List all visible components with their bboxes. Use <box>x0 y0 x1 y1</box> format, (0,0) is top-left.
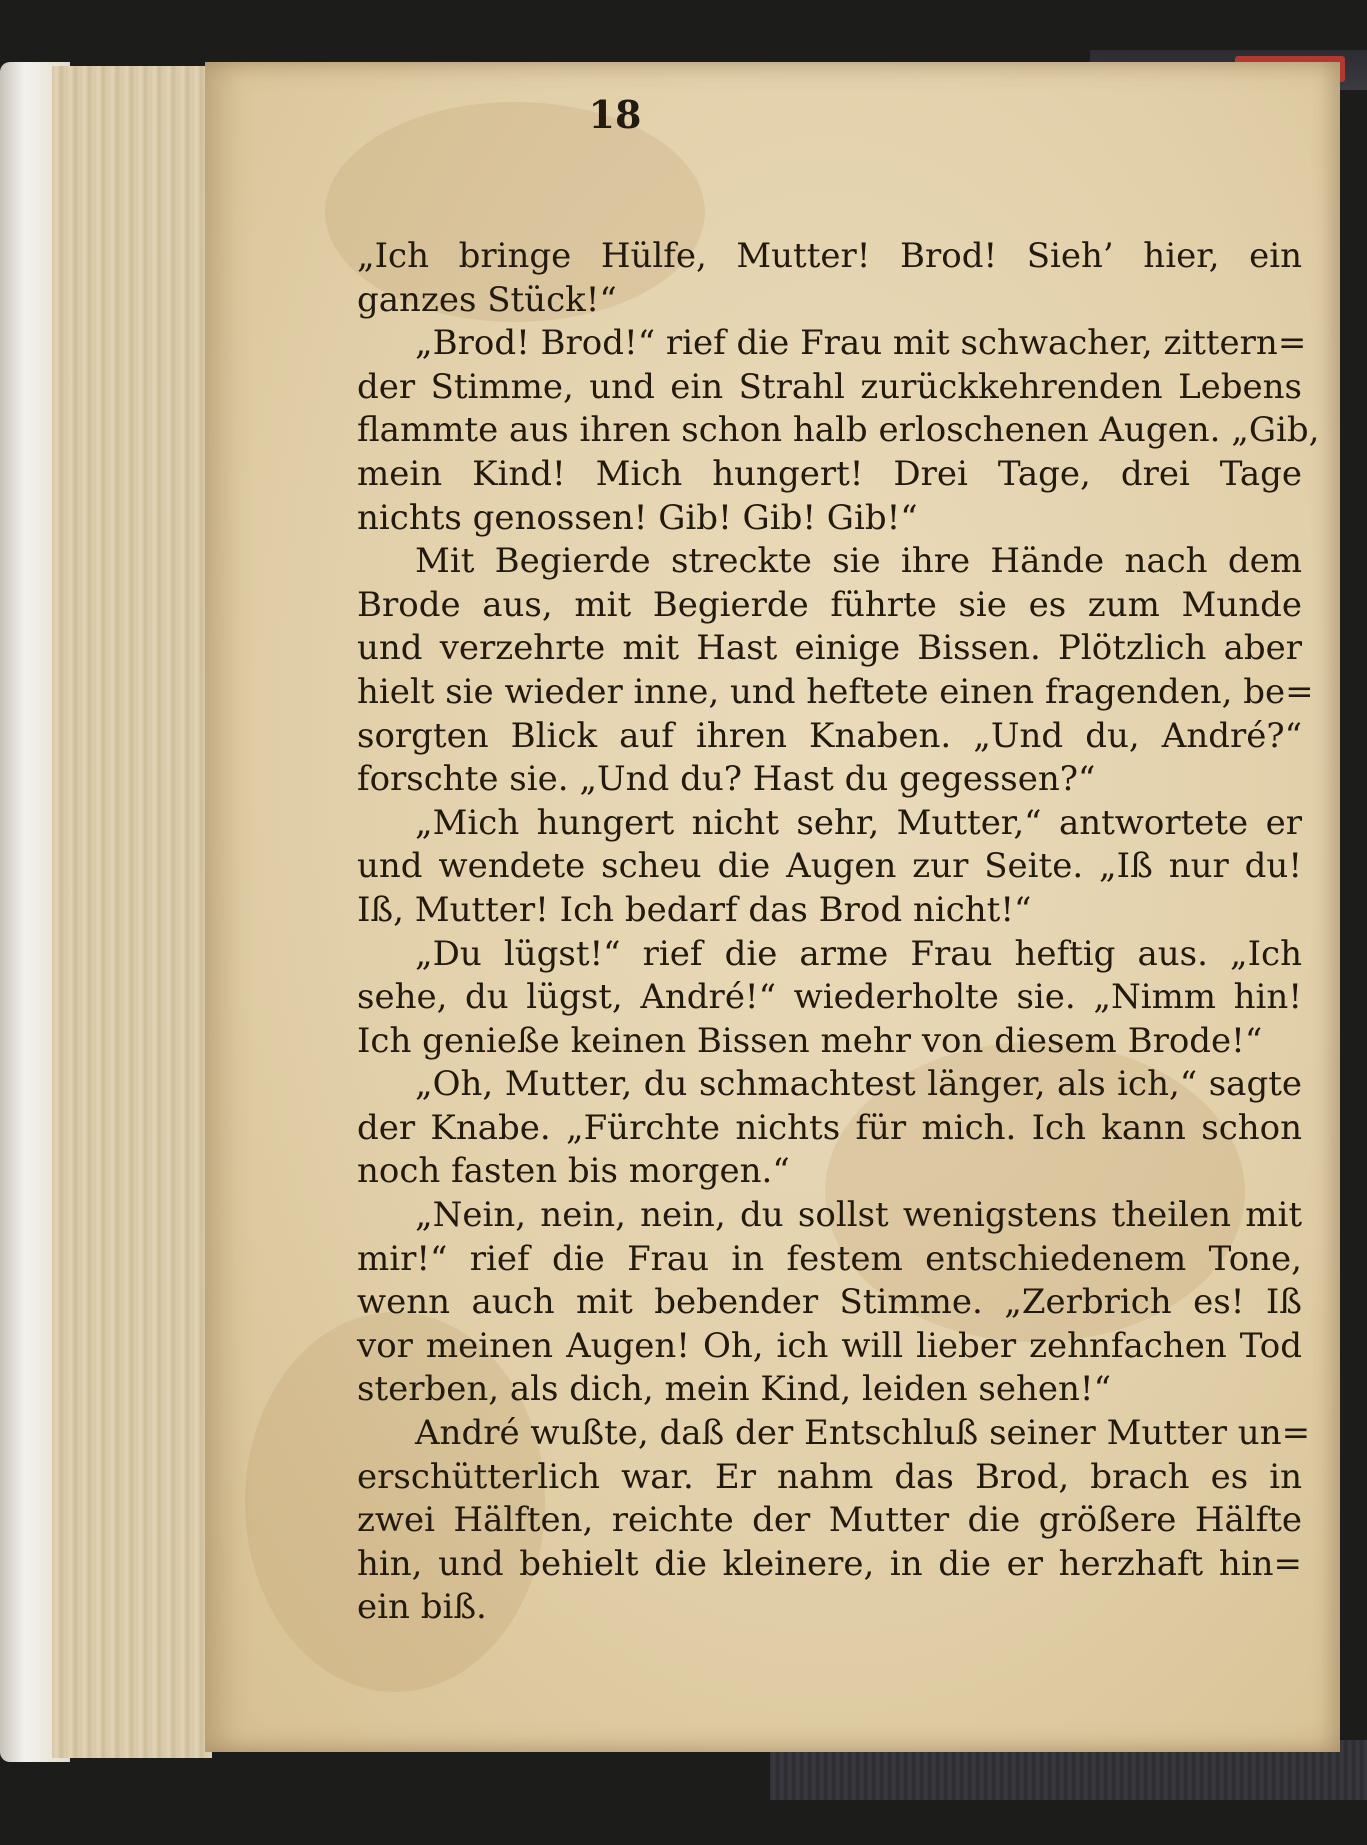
text-line: nichts genossen! Gib! Gib! Gib!“ <box>357 497 918 538</box>
text-line: ganzes Stück!“ <box>357 279 617 320</box>
text-line: sehe, du lügst, André!“ wiederholte sie. „Nimm hin! <box>357 977 1302 1018</box>
text-line: zwei Hälften, reichte der Mutter die größere Hälfte <box>357 1500 1302 1541</box>
text-line: mein Kind! Mich hungert! Drei Tage, drei Tage <box>357 453 1302 494</box>
text-line: der Stimme, und ein Strahl zurückkehrenden Lebens <box>357 366 1302 407</box>
text-line: noch fasten bis morgen.“ <box>357 1151 790 1192</box>
text-line: Iß, Mutter! Ich bedarf das Brod nicht!“ <box>357 889 1032 930</box>
text-line: hin, und behielt die kleinere, in die er herzhaft hin= <box>357 1543 1302 1584</box>
text-line: ein biß. <box>357 1587 487 1628</box>
body-text <box>357 235 1320 1630</box>
page-stack-edges <box>52 66 212 1758</box>
text-line: wenn auch mit bebender Stimme. „Zerbrich es! Iß <box>357 1282 1302 1323</box>
page-number: 18 <box>588 92 642 137</box>
text-line: „Ich bringe Hülfe, Mutter! Brod! Sieh’ hier, ein <box>357 236 1302 276</box>
text-line: André wußte, daß der Entschluß seiner Mutter un= <box>415 1413 1311 1454</box>
text-line: Brode aus, mit Begierde führte sie es zum Munde <box>357 584 1302 625</box>
text-line: und wendete scheu die Augen zur Seite. „Iß nur du! <box>357 846 1302 887</box>
text-line: sterben, als dich, mein Kind, leiden sehen!“ <box>357 1369 1111 1410</box>
text-line: hielt sie wieder inne, und heftete einen fragenden, be= <box>357 671 1314 712</box>
text-line: „Oh, Mutter, du schmachtest länger, als ich,“ sagte <box>415 1064 1302 1105</box>
text-line: „Brod! Brod!“ rief die Frau mit schwacher, zittern= <box>415 323 1307 364</box>
text-line: sorgten Blick auf ihren Knaben. „Und du, André?“ <box>357 715 1302 756</box>
text-line: „Du lügst!“ rief die arme Frau heftig aus. „Ich <box>415 933 1302 974</box>
text-line: Ich genieße keinen Bissen mehr von diesem Brode!“ <box>357 1020 1263 1061</box>
text-line: „Mich hungert nicht sehr, Mutter,“ antwortete er <box>415 802 1302 843</box>
text-line: Mit Begierde streckte sie ihre Hände nach dem <box>415 541 1302 582</box>
text-line: forschte sie. „Und du? Hast du gegessen?“ <box>357 759 1096 800</box>
text-line: und verzehrte mit Hast einige Bissen. Plötzlich aber <box>357 628 1302 669</box>
text-line: flammte aus ihren schon halb erloschenen Augen. „Gib, <box>357 410 1320 451</box>
text-line: mir!“ rief die Frau in festem entschiedenem Tone, <box>357 1238 1302 1279</box>
text-line: erschütterlich war. Er nahm das Brod, brach es in <box>357 1456 1302 1497</box>
text-line: „Nein, nein, nein, du sollst wenigstens theilen mit <box>415 1195 1302 1236</box>
text-line: der Knabe. „Fürchte nichts für mich. Ich kann schon <box>357 1107 1302 1148</box>
text-line: vor meinen Augen! Oh, ich will lieber zehnfachen Tod <box>357 1325 1302 1366</box>
